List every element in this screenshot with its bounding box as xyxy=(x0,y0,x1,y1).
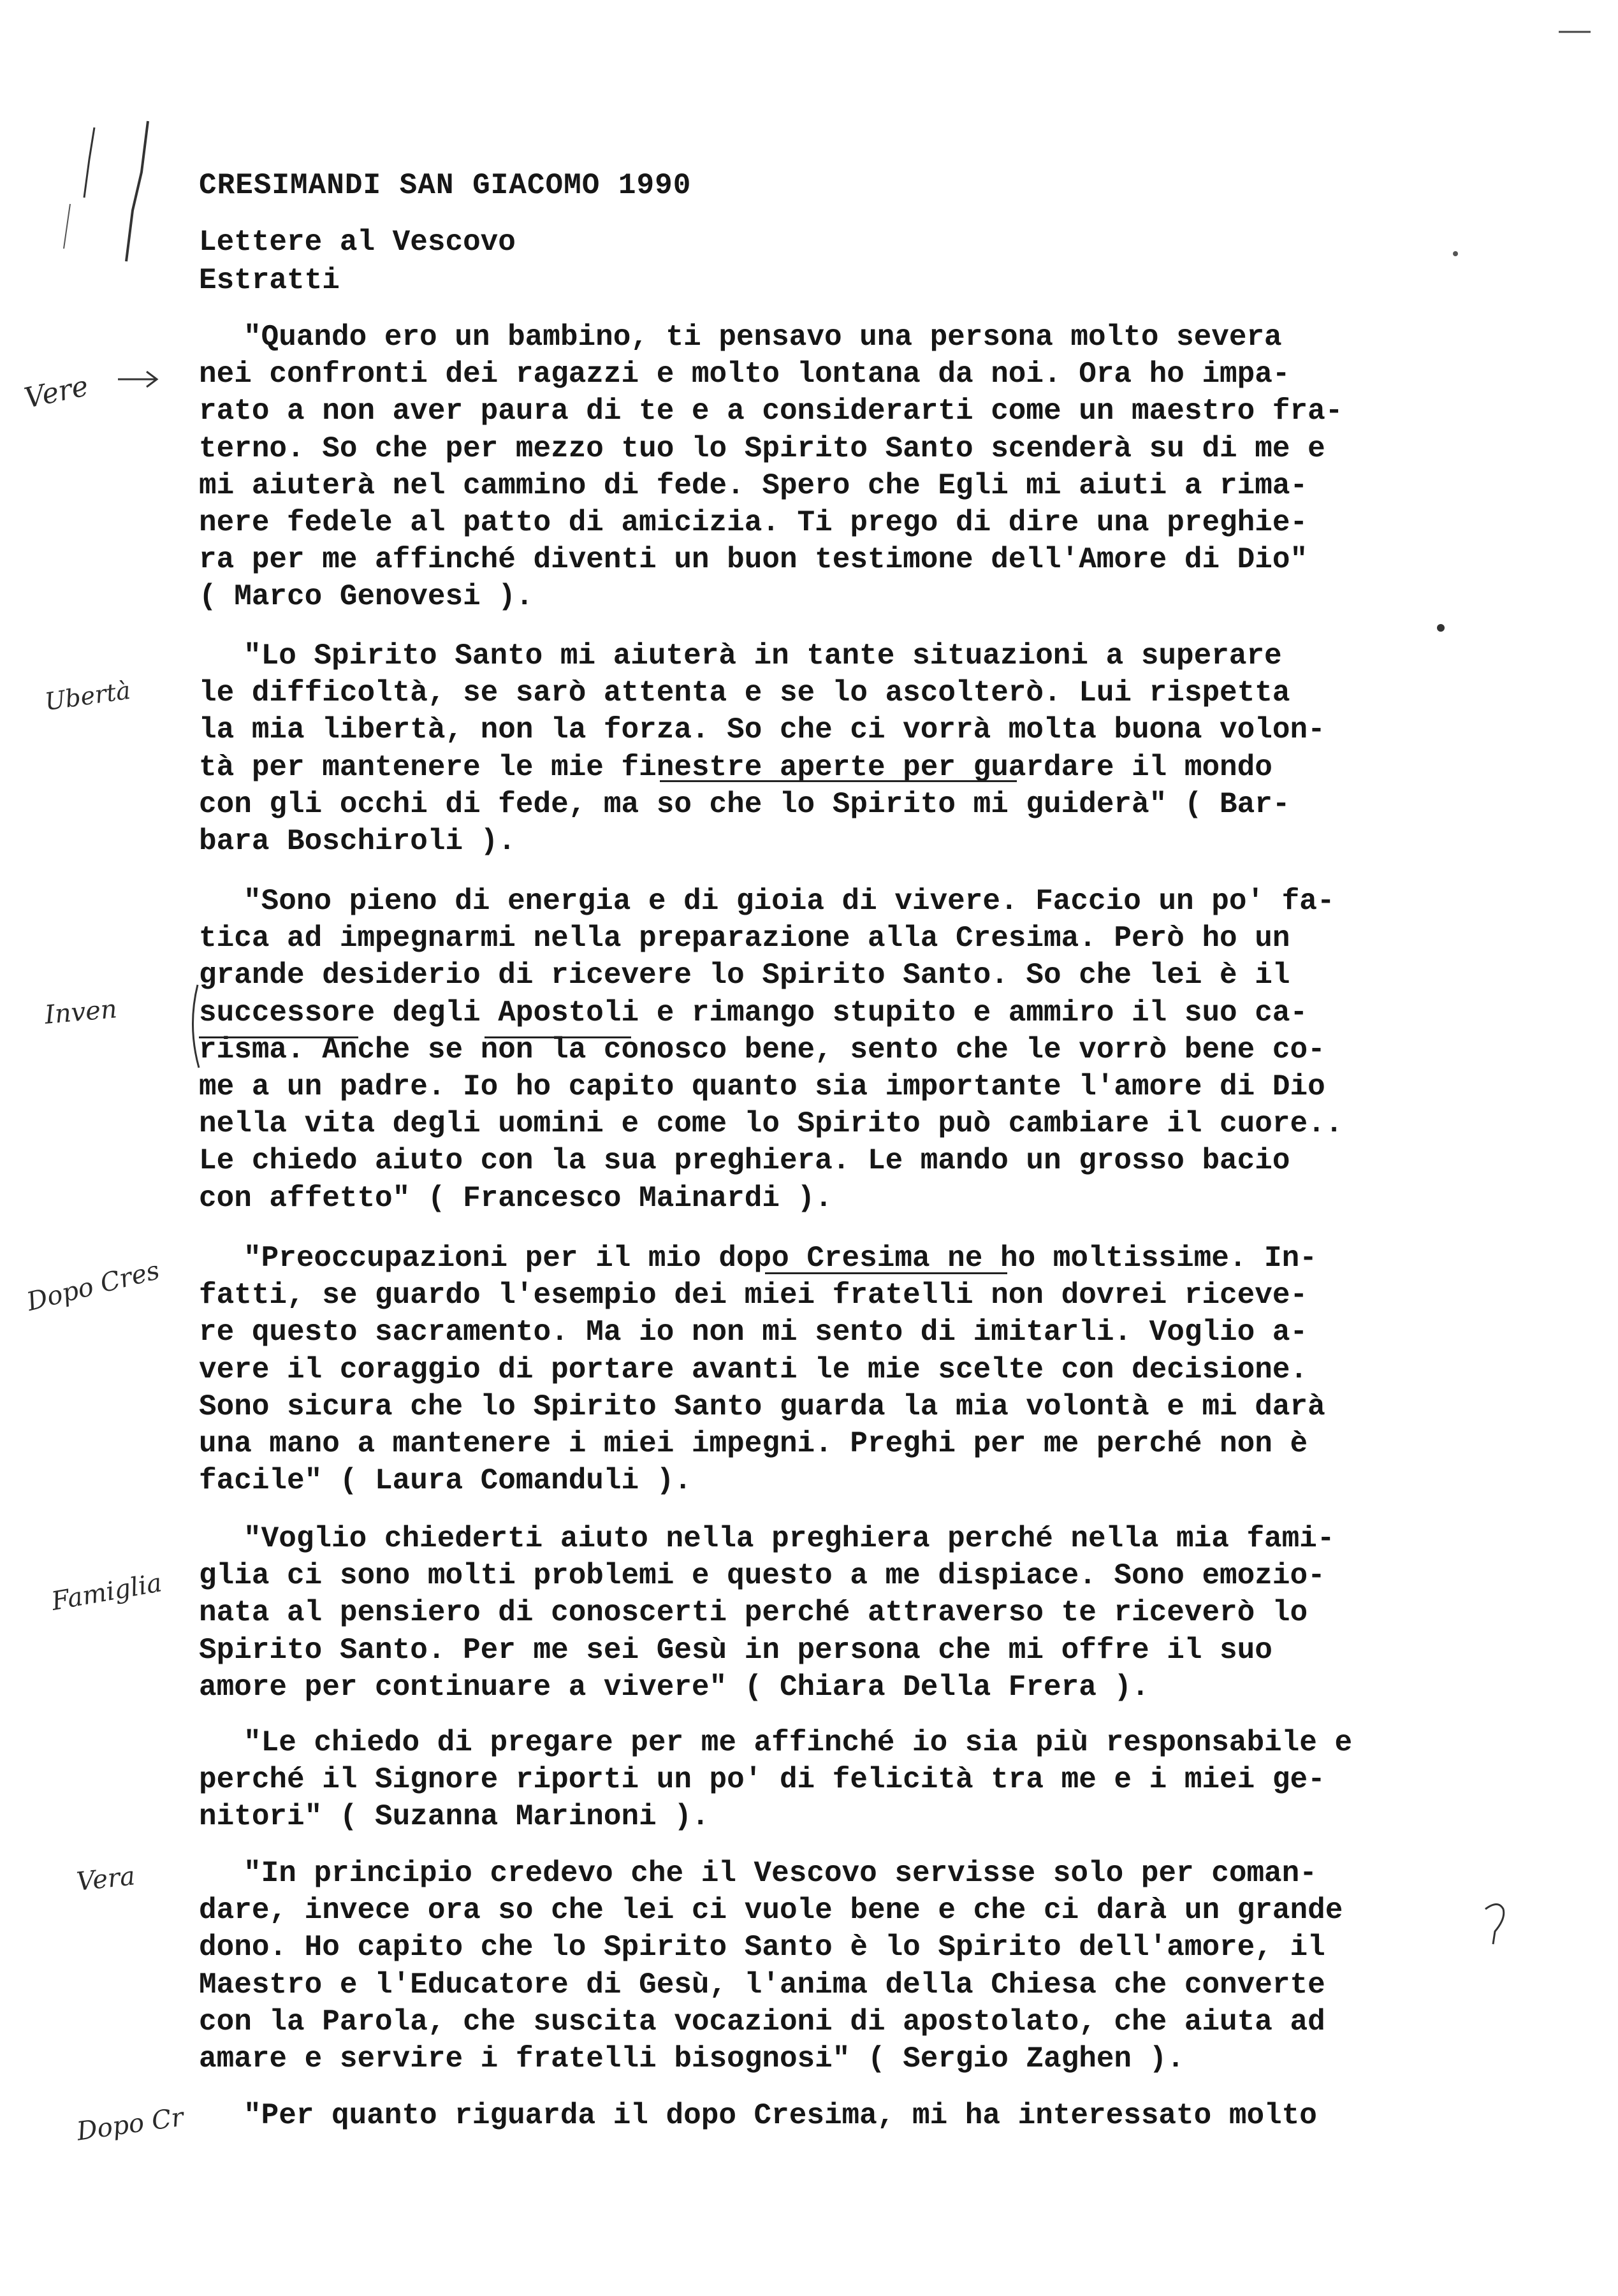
letter-paragraph xyxy=(199,1724,1512,1836)
letter-line: con gli occhi di fede, ma so che lo Spirito mi guiderà" ( Bar- xyxy=(199,787,1290,821)
handwritten-underline xyxy=(199,1036,358,1038)
letter-line: "Le chiedo di pregare per me affinché io sia più responsabile e xyxy=(244,1726,1353,1759)
letter-paragraph xyxy=(199,1240,1512,1499)
small-ink-dot xyxy=(1434,621,1447,634)
letter-line: fatti, se guardo l'esempio dei miei fratelli non dovrei riceve- xyxy=(199,1279,1308,1312)
letter-line: Spirito Santo. Per me sei Gesù in persona che mi offre il suo xyxy=(199,1633,1272,1667)
small-ink-dot xyxy=(1450,249,1461,259)
letter-paragraph xyxy=(199,637,1512,860)
letter-line: "Sono pieno di energia e di gioia di vivere. Faccio un po' fa- xyxy=(244,885,1335,918)
handwritten-underline xyxy=(485,1036,631,1038)
letter-line: ( Marco Genovesi ). xyxy=(199,580,534,614)
subtitle-line: Estratti xyxy=(199,264,340,297)
letter-line: tà per mantenere le mie finestre aperte per guardare il mondo xyxy=(199,750,1272,784)
letter-line: successore degli Apostoli e rimango stupito e ammiro il suo ca- xyxy=(199,996,1308,1029)
letter-line: "Quando ero un bambino, ti pensavo una persona molto severa xyxy=(244,321,1282,354)
letter-line: nitori" ( Suzanna Marinoni ). xyxy=(199,1800,710,1834)
letter-line: Le chiedo aiuto con la sua preghiera. Le mando un grosso bacio xyxy=(199,1144,1290,1178)
letter-line: dono. Ho capito che lo Spirito Santo è lo Spirito dell'amore, il xyxy=(199,1931,1325,1965)
margin-note: Inven xyxy=(43,994,119,1030)
letter-line: "Lo Spirito Santo mi aiuterà in tante situazioni a superare xyxy=(244,639,1282,672)
letter-line: mi aiuterà nel cammino di fede. Spero che Egli mi aiuti a rima- xyxy=(199,469,1308,502)
document-title: CRESIMANDI SAN GIACOMO 1990 xyxy=(199,169,692,202)
letter-line: con la Parola, che suscita vocazioni di apostolato, che aiuta ad xyxy=(199,2005,1325,2038)
letter-line: le difficoltà, se sarò attenta e se lo ascolterò. Lui rispetta xyxy=(199,676,1290,710)
document-subtitle xyxy=(199,223,516,300)
letter-paragraph xyxy=(199,319,1512,616)
letter-line: amore per continuare a vivere" ( Chiara Della Frera ). xyxy=(199,1670,1149,1704)
letter-line: nei confronti dei ragazzi e molto lontana da noi. Ora ho impa- xyxy=(199,358,1290,391)
handwritten-underline xyxy=(660,780,1017,782)
letter-line: la mia libertà, non la forza. So che ci vorrà molta buona volon- xyxy=(199,713,1325,747)
letter-line: "Per quanto riguarda il dopo Cresima, mi ha interessato molto xyxy=(244,2099,1317,2132)
letter-line: facile" ( Laura Comanduli ). xyxy=(199,1464,692,1498)
letter-line: "In principio credevo che il Vescovo servisse solo per coman- xyxy=(244,1857,1317,1890)
letter-paragraph xyxy=(199,2097,1512,2134)
margin-note: Ubertà xyxy=(43,676,133,716)
letter-line: nere fedele al patto di amicizia. Ti prego di dire una preghie- xyxy=(199,505,1308,539)
margin-note: Famiglia xyxy=(49,1568,164,1617)
letter-line: dare, invece ora so che lei ci vuole bene e che ci darà un grande xyxy=(199,1894,1343,1928)
handwritten-underline xyxy=(765,1272,1007,1274)
margin-bracket-mark xyxy=(185,982,204,1071)
letter-line: con affetto" ( Francesco Mainardi ). xyxy=(199,1181,833,1215)
letter-line: terno. So che per mezzo tuo lo Spirito Santo scenderà su di me e xyxy=(199,432,1325,465)
letter-line: ra per me affinché diventi un buon testimone dell'Amore di Dio" xyxy=(199,543,1308,577)
letter-line: me a un padre. Io ho capito quanto sia importante l'amore di Dio xyxy=(199,1070,1325,1103)
margin-note: Vere xyxy=(21,370,92,415)
subtitle-line: Lettere al Vescovo xyxy=(199,226,516,259)
margin-arrow-icon xyxy=(115,367,166,392)
letter-line: risma. Anche se non la conosco bene, sento che le vorrò bene co- xyxy=(199,1033,1325,1066)
letter-line: rato a non aver paura di te e a considerarti come un maestro fra- xyxy=(199,395,1343,428)
right-edge-dash-mark xyxy=(1556,25,1594,38)
letter-paragraph xyxy=(199,883,1512,1217)
letter-line: amare e servire i fratelli bisognosi" ( Sergio Zaghen ). xyxy=(199,2042,1184,2075)
letter-line: bara Boschiroli ). xyxy=(199,824,516,858)
letter-line: glia ci sono molti problemi e questo a me dispiace. Sono emozio- xyxy=(199,1559,1325,1593)
handwritten-slash-marks xyxy=(45,115,172,293)
letter-line: nella vita degli uomini e come lo Spirito può cambiare il cuore.. xyxy=(199,1107,1343,1141)
letter-line: grande desiderio di ricevere lo Spirito Santo. So che lei è il xyxy=(199,959,1290,992)
margin-note: Dopo Cres xyxy=(24,1255,163,1318)
right-margin-question-mark xyxy=(1479,1900,1511,1951)
letter-line: "Preoccupazioni per il mio dopo Cresima ne ho moltissime. In- xyxy=(244,1242,1317,1275)
letter-paragraph xyxy=(199,1855,1512,2077)
letter-line: vere il coraggio di portare avanti le mie scelte con decisione. xyxy=(199,1353,1308,1386)
letter-line: Maestro e l'Educatore di Gesù, l'anima della Chiesa che converte xyxy=(199,1968,1325,2002)
letter-line: re questo sacramento. Ma io non mi sento di imitarli. Voglio a- xyxy=(199,1316,1308,1349)
letter-line: "Voglio chiederti aiuto nella preghiera perché nella mia fami- xyxy=(244,1522,1335,1555)
letter-line: Sono sicura che lo Spirito Santo guarda la mia volontà e mi darà xyxy=(199,1390,1325,1423)
letter-line: perché il Signore riporti un po' di felicità tra me e i miei ge- xyxy=(199,1763,1325,1797)
letter-line: una mano a mantenere i miei impegni. Preghi per me perché non è xyxy=(199,1427,1308,1460)
margin-note: Vera xyxy=(75,1861,137,1897)
margin-note: Dopo Cr xyxy=(75,2102,186,2147)
letter-line: nata al pensiero di conoscerti perché attraverso te riceverò lo xyxy=(199,1596,1308,1630)
letter-line: tica ad impegnarmi nella preparazione alla Cresima. Però ho un xyxy=(199,922,1290,955)
letter-paragraph xyxy=(199,1520,1512,1706)
